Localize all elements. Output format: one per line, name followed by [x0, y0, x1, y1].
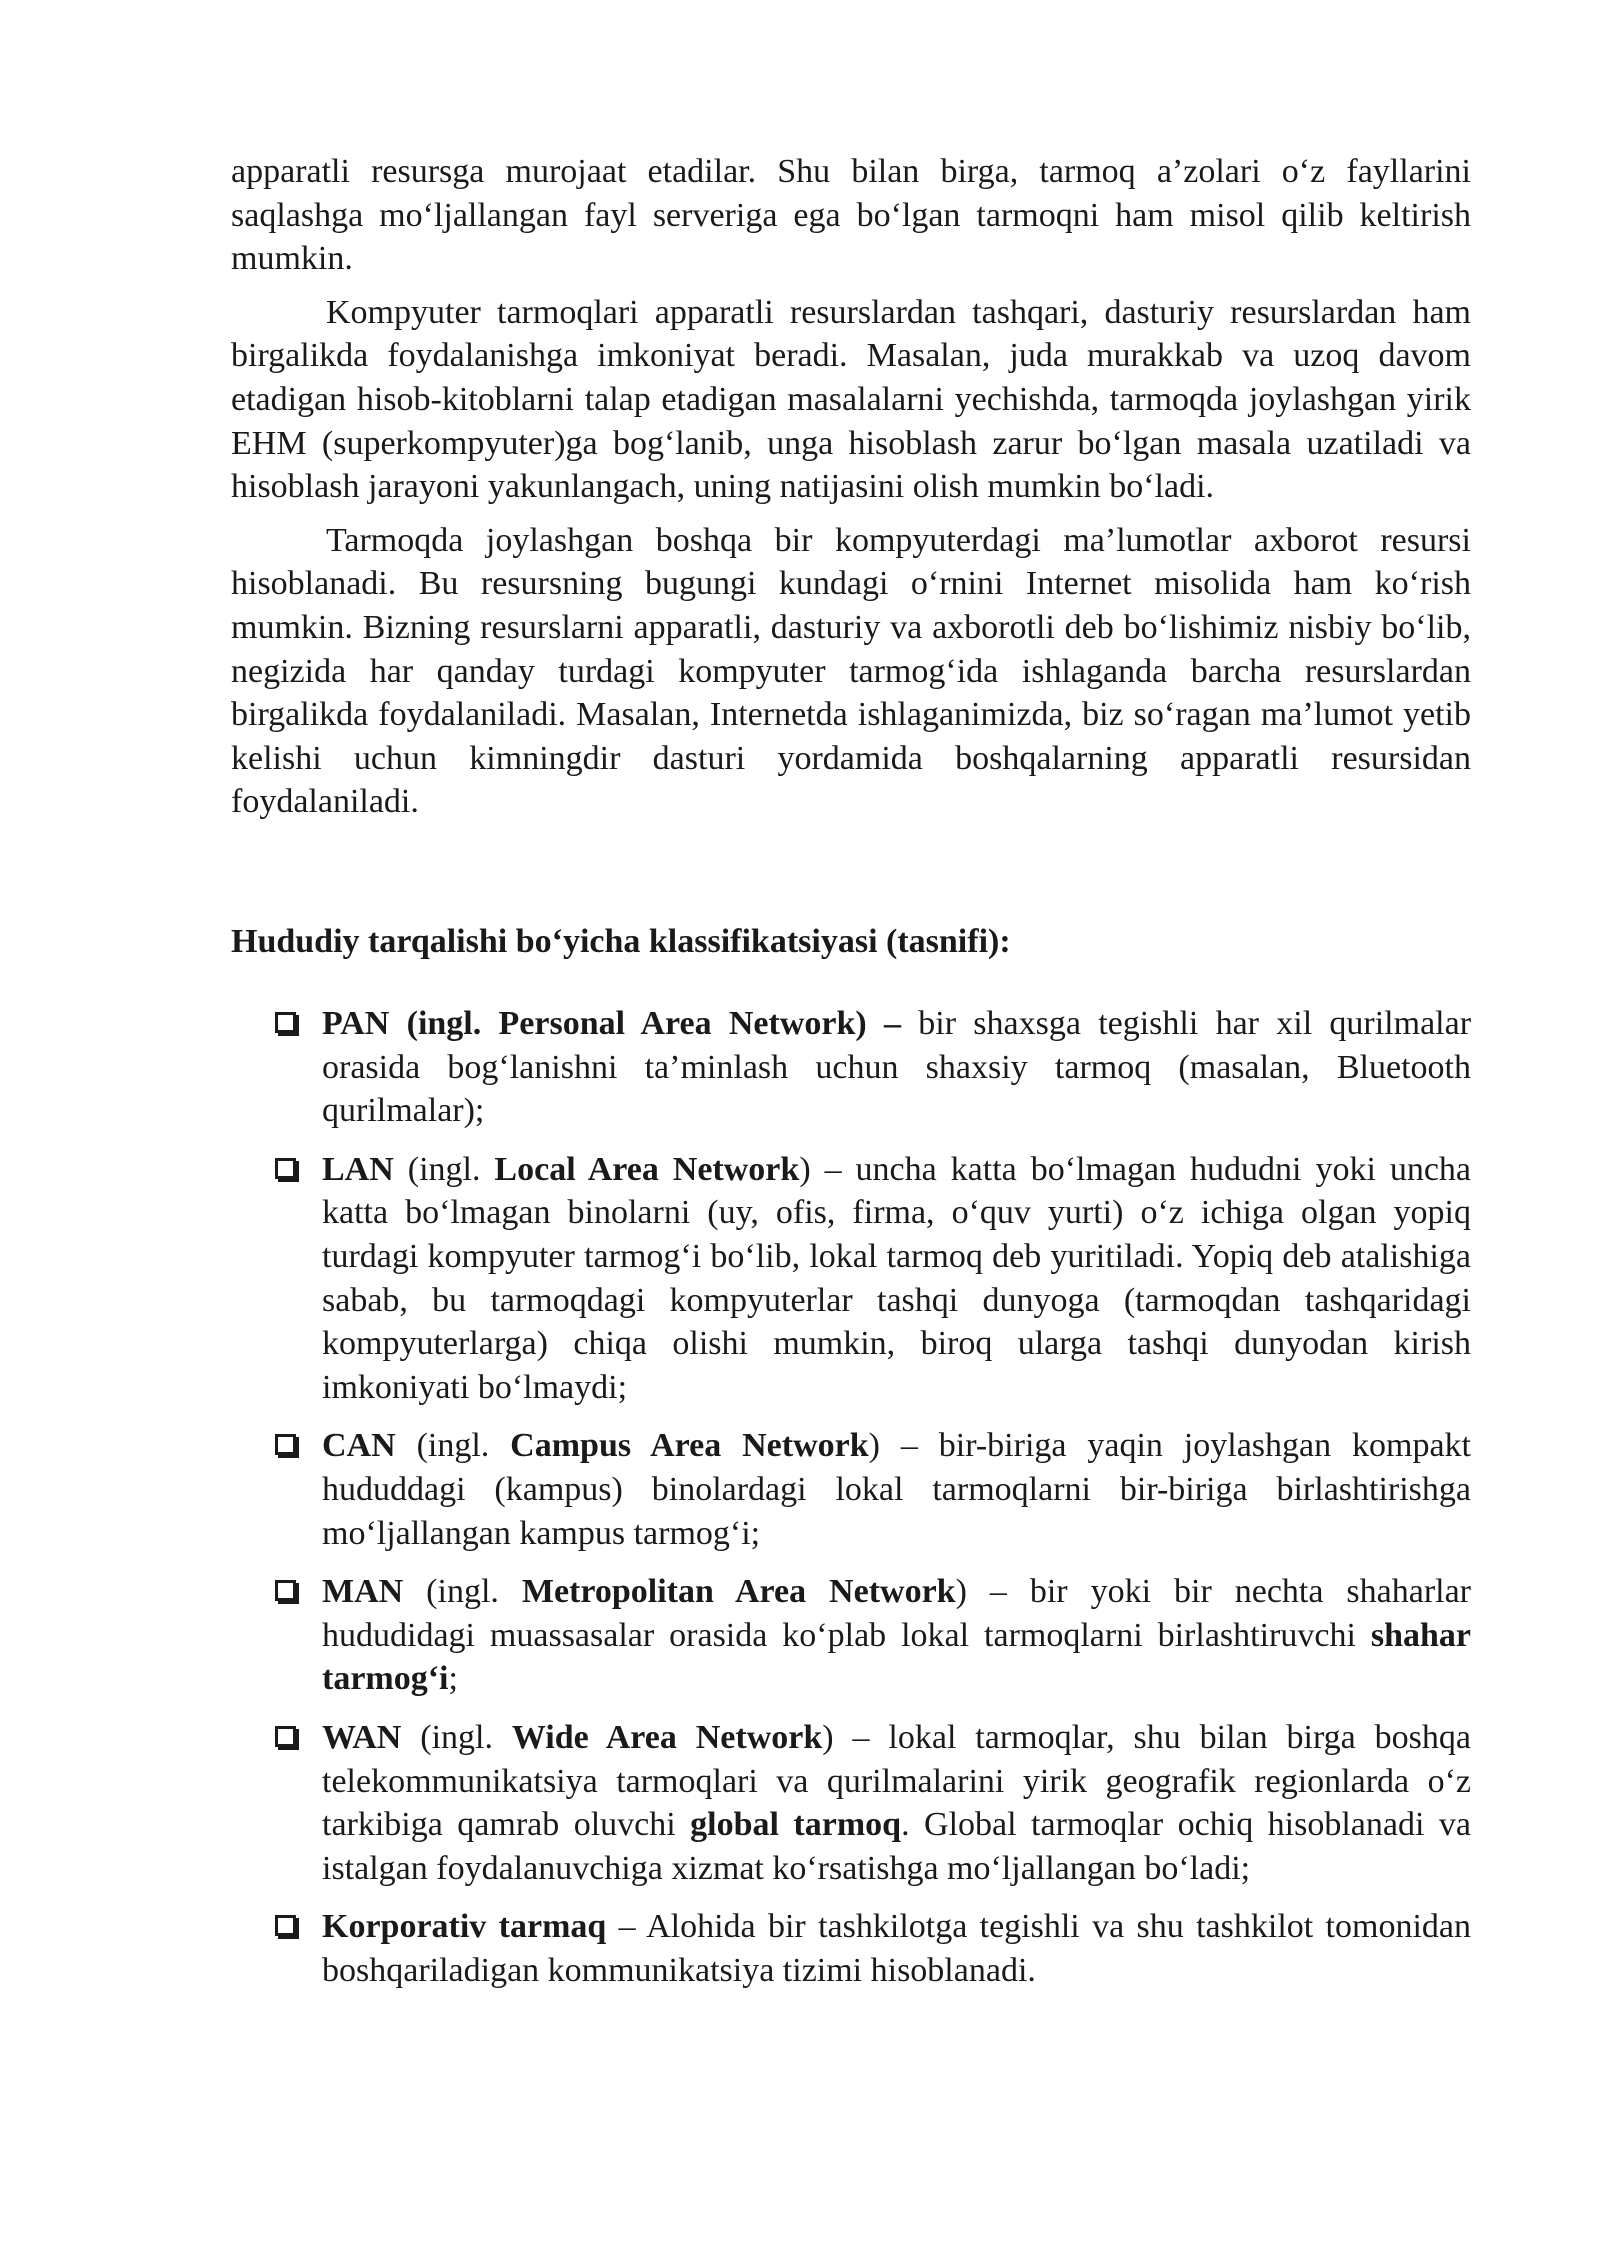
item-mid: (ingl. — [389, 1005, 499, 1042]
item-description: bir-biriga yaqin joylashgan kompakt hududdagi (kampus) binolardagi lokal tarmoqlarni bir-biriga birlashtirishga mo‘ljallangan kampus tarmog‘i; — [322, 1427, 1471, 1552]
paragraph-3: Tarmoqda joylashgan boshqa bir kompyuterdagi ma’lumotlar axborot resursi hisoblanadi. Bu resursning bugungi kundagi o‘rnini Internet misolida ham ko‘rish mumkin. Bizning resurslarni apparatli, dasturiy va axborotli deb bo‘lishimiz nisbiy bo‘lib, negizida har qanday turdagi kompyuter tarmog‘ida ishlaganda barcha resurslardan birgalikda foydalaniladi. Masalan, Internetda ishlaganimizda, biz so‘ragan ma’lumot yetib kelishi uchun kimningdir dasturi yordamida boshqalarning apparatli resursidan foydalaniladi. — [231, 521, 1471, 821]
item-dash: ) – — [868, 1427, 939, 1465]
item-dash: ) – — [799, 1150, 856, 1188]
item-abbr: PAN — [322, 1005, 390, 1042]
item-abbr: WAN — [322, 1718, 402, 1756]
list-item-wan — [275, 1716, 1471, 1890]
item-description: Alohida bir tashkilotga tegishli va shu tashkilot tomonidan boshqariladigan kommunikatsiya tizimi hisoblanadi. — [322, 1908, 1471, 1989]
item-tail: . Global tarmoqlar ochiq hisoblanadi va istalgan foydalanuvchiga xizmat ko‘rsatishga mo‘ljallangan bo‘ladi; — [322, 1806, 1471, 1887]
checkbox-bullet-icon — [275, 1580, 296, 1601]
item-description: bir shaxsga tegishli har xil qurilmalar orasida bog‘lanishni ta’minlash uchun shaxsiy tarmoq (masalan, Bluetooth qurilmalar); — [322, 1005, 1472, 1130]
item-abbr: LAN — [322, 1150, 394, 1188]
checkbox-bullet-icon — [275, 1434, 296, 1455]
checkbox-bullet-icon — [275, 1915, 296, 1936]
network-types-list — [275, 1002, 1471, 1992]
item-mid: (ingl. — [395, 1427, 511, 1465]
item-abbr: Korporativ tarmaq — [322, 1908, 607, 1946]
item-description: bir yoki bir nechta shaharlar hududidagi muassasalar orasida ko‘plab lokal tarmoqlarni birlashtiruvchi — [322, 1573, 1472, 1654]
item-tail: ; — [448, 1660, 458, 1698]
section-heading: Hududiy tarqalishi bo‘yicha klassifikatsiyasi (tasnifi): — [231, 923, 1011, 960]
item-dash: – — [866, 1005, 919, 1042]
item-dash: – — [606, 1908, 647, 1946]
item-full-name: Metropolitan Area Network — [521, 1573, 956, 1611]
list-item-can — [275, 1424, 1471, 1555]
document-page — [231, 150, 1472, 1989]
checkbox-bullet-icon — [275, 1158, 296, 1179]
list-item-corporate — [275, 1905, 1471, 1992]
item-dash: ) – — [955, 1573, 1030, 1611]
item-term: shahar tarmog‘i — [322, 1616, 1471, 1698]
checkbox-bullet-icon — [275, 1012, 296, 1033]
item-dash: ) – — [822, 1718, 889, 1756]
checkbox-bullet-icon — [275, 1726, 296, 1747]
item-mid: (ingl. — [393, 1150, 495, 1188]
paragraph-2: Kompyuter tarmoqlari apparatli resurslardan tashqari, dasturiy resurslardan ham birgalikda foydalanishga imkoniyat beradi. Masalan, juda murakkab va uzoq davom etadigan hisob-kitoblarni talap etadigan masalalarni yechishda, tarmoqda joylashgan yirik EHM (superkompyuter)ga bog‘lanib, unga hisoblash zarur bo‘lgan masala uzatiladi va hisoblash jarayoni yakunlangach, uning natijasini olish mumkin bo‘ladi. — [231, 293, 1471, 506]
item-mid: (ingl. — [401, 1718, 512, 1756]
list-item-lan — [275, 1148, 1471, 1410]
item-mid: (ingl. — [403, 1573, 522, 1611]
item-description: uncha katta bo‘lmagan hududni yoki uncha katta bo‘lmagan binolarni (uy, ofis, firma, o‘quv yurti) o‘z ichiga olgan yopiq turdagi kompyuter tarmog‘i bo‘lib, lokal tarmoq deb yuritiladi. Yopiq deb atalishiga sabab, bu tarmoqdagi kompyuterlar tashqi dunyoga (tarmoqdan tashqaridagi kompyuterlarga) chiqa olishi mumkin, biroq ularga tashqi dunyodan kirish imkoniyati bo‘lmaydi; — [322, 1150, 1472, 1406]
item-full-name: Local Area Network — [494, 1150, 800, 1188]
item-full-name: Wide Area Network — [511, 1718, 823, 1756]
item-abbr: CAN — [322, 1427, 396, 1465]
list-item-pan — [275, 1002, 1471, 1133]
list-item-man — [275, 1570, 1471, 1701]
item-full-name: Campus Area Network — [510, 1427, 869, 1465]
item-full-name: Personal Area Network) — [498, 1005, 867, 1042]
item-abbr: MAN — [322, 1573, 404, 1611]
paragraph-1: apparatli resursga murojaat etadilar. Shu bilan birga, tarmoq a’zolari o‘z fayllarini saqlashga mo‘ljallangan fayl serveriga ega bo‘lgan tarmoqni ham misol qilib keltirish mumkin. — [231, 153, 1471, 278]
item-description: lokal tarmoqlar, shu bilan birga boshqa telekommunikatsiya tarmoqlari va qurilmalarini yirik geografik regionlarda o‘z tarkibiga qamrab oluvchi — [322, 1718, 1472, 1844]
item-term: global tarmoq — [690, 1806, 902, 1844]
